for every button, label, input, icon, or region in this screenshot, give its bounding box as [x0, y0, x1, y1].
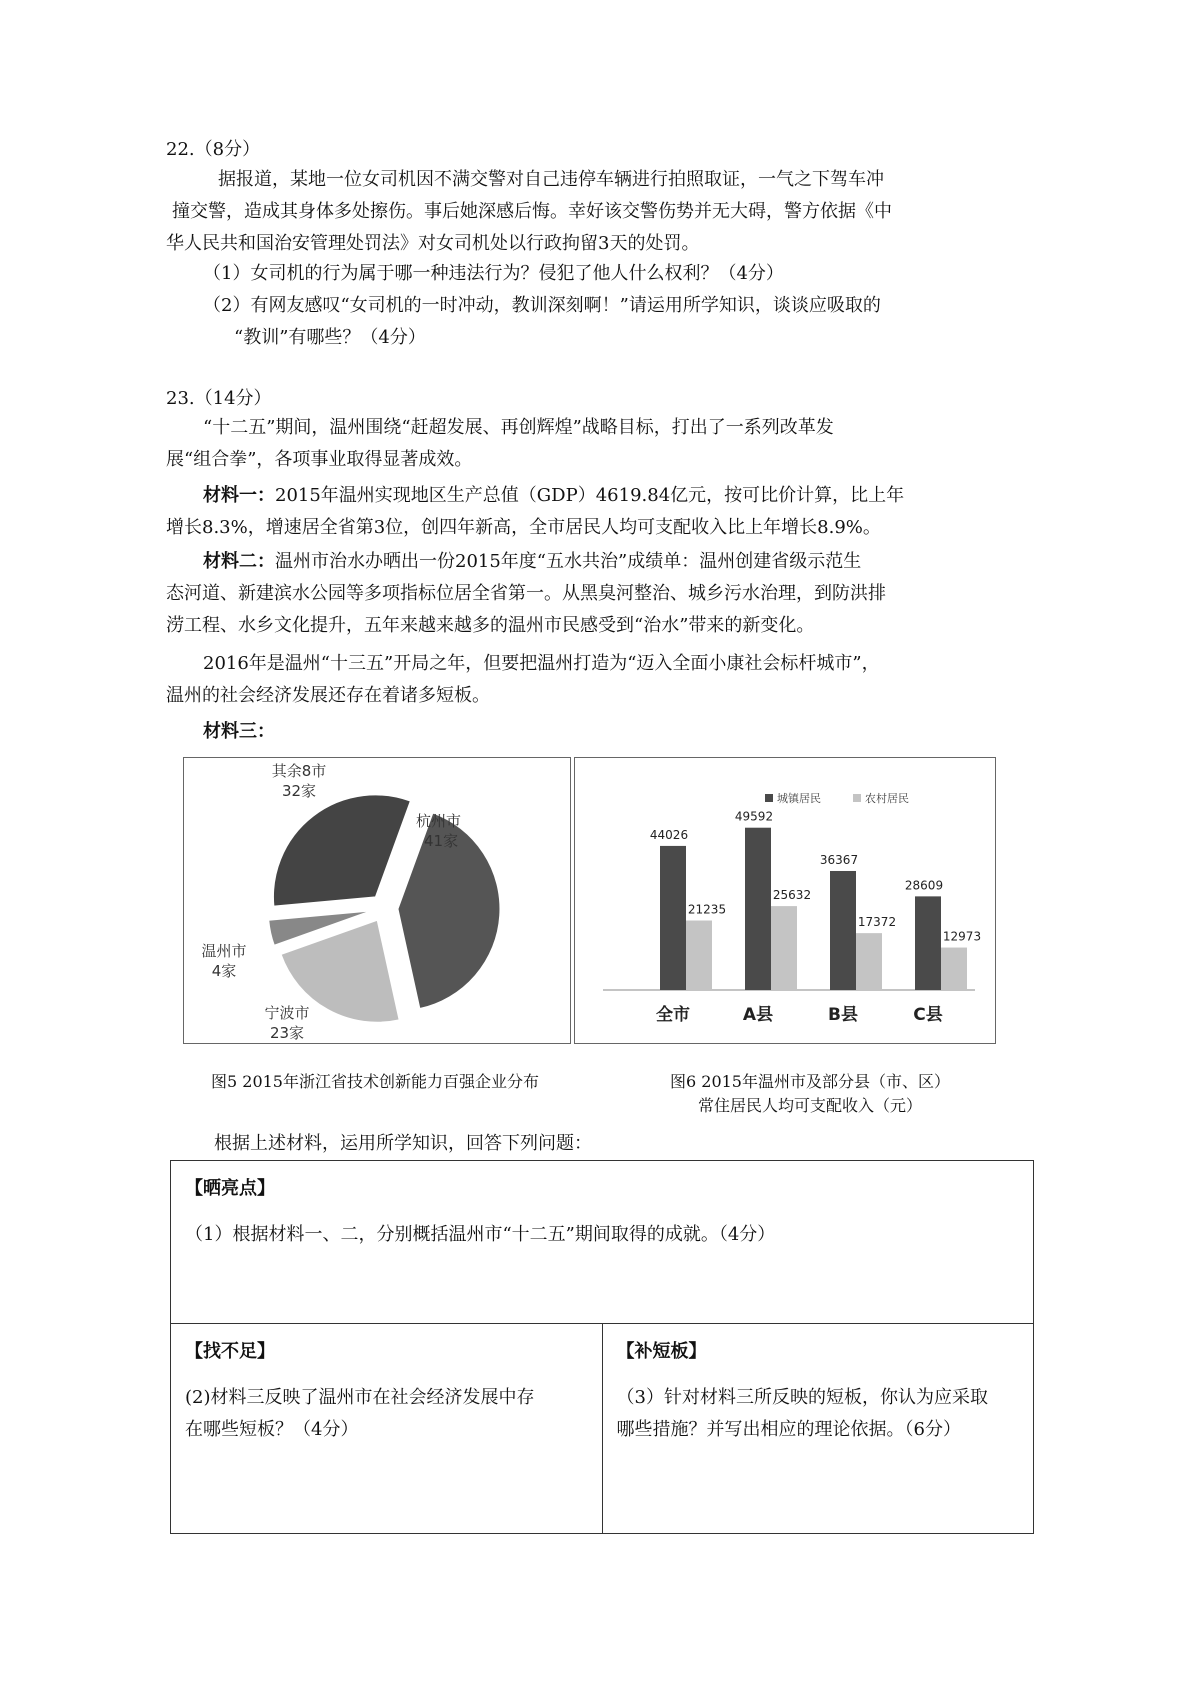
bar-chart-frame	[574, 757, 996, 1044]
bar-chart	[575, 758, 995, 1043]
pie-label-value-2: 4家	[211, 962, 237, 980]
fixes-heading: 【补短板】	[616, 1341, 707, 1362]
pie-chart-frame	[183, 757, 571, 1044]
bar-3-1	[941, 948, 967, 990]
material2-line2: 态河道、新建滨水公园等多项指标位居全省第一。从黑臭河整治、城乡污水治理，到防洪排	[166, 583, 886, 604]
bar-3-0	[915, 896, 941, 990]
pie-chart	[184, 758, 570, 1043]
figure5-caption: 图5 2015年浙江省技术创新能力百强企业分布	[211, 1072, 539, 1091]
pie-label-name-1: 宁波市	[264, 1004, 310, 1022]
section-shortcomings	[171, 1324, 603, 1534]
category-label-2: B县	[828, 1005, 858, 1025]
bar-1-1	[771, 906, 797, 990]
q22-passage-line1: 据报道，某地一位女司机因不满交警对自己违停车辆进行拍照取证，一气之下驾车冲	[218, 169, 884, 190]
shortcomings-heading: 【找不足】	[185, 1341, 275, 1362]
q22-sub1: （1）女司机的行为属于哪一种违法行为？侵犯了他人什么权利？（4分）	[203, 263, 784, 284]
legend-label-1: 农村居民	[865, 792, 909, 805]
pie-label-value-3: 32家	[281, 782, 317, 800]
figure6-caption-line1: 图6 2015年温州市及部分县（市、区）	[670, 1072, 950, 1091]
figure6-caption-line2: 常住居民人均可支配收入（元）	[697, 1096, 922, 1115]
question-1: （1）根据材料一、二，分别概括温州市“十二五”期间取得的成就。（4分）	[185, 1224, 776, 1245]
question-2-line2: 在哪些短板？（4分）	[185, 1419, 359, 1440]
material1-line1: 材料一：2015年温州实现地区生产总值（GDP）4619.84亿元，按可比价计算，比上年	[203, 485, 905, 506]
answer-table	[170, 1160, 1034, 1534]
bar-value-label-1-0: 49592	[734, 809, 774, 824]
bar-value-label-3-1: 12973	[942, 929, 982, 944]
material2-line3: 涝工程、水乡文化提升，五年来越来越多的温州市民感受到“治水”带来的新变化。	[166, 615, 815, 636]
q23-intro-line2: 展“组合拳”，各项事业取得显著成效。	[166, 449, 473, 470]
highlights-heading: 【晒亮点】	[185, 1178, 275, 1199]
pie-label-value-0: 41家	[424, 832, 459, 850]
material1-line2: 增长8.3%，增速居全省第3位，创四年新高，全市居民人均可支配收入比上年增长8.9%。	[166, 517, 881, 538]
legend-swatch-0	[765, 794, 773, 802]
bar-2-0	[830, 871, 856, 990]
pie-label-name-0: 杭州市	[416, 812, 462, 830]
pie-label-value-1: 23家	[269, 1024, 305, 1042]
bar-value-label-1-1: 25632	[772, 888, 812, 903]
material1-label: 材料一：	[203, 485, 275, 506]
q22-passage-line3: 华人民共和国治安管理处罚法》对女司机处以行政拘留3天的处罚。	[166, 233, 700, 254]
bar-value-label-2-1: 17372	[857, 915, 897, 930]
instruction: 根据上述材料，运用所学知识，回答下列问题：	[214, 1133, 592, 1154]
bar-value-label-0-0: 44026	[649, 827, 689, 842]
question-3-line2: 哪些措施？并写出相应的理论依据。（6分）	[616, 1419, 961, 1440]
section-fixes	[602, 1324, 1034, 1534]
legend-swatch-1	[853, 794, 861, 802]
bar-value-label-0-1: 21235	[687, 902, 727, 917]
q23-intro-line1: “十二五”期间，温州围绕“赶超发展、再创辉煌”战略目标，打出了一系列改革发	[203, 417, 834, 438]
bar-1-0	[745, 828, 771, 990]
section-highlights	[171, 1161, 1034, 1324]
material3-label: 材料三：	[203, 721, 275, 742]
pie-label-name-2: 温州市	[201, 942, 247, 960]
bar-0-0	[660, 846, 686, 990]
q23-number: 23.（14分）	[166, 388, 272, 409]
material2-line1: 材料二：温州市治水办晒出一份2015年度“五水共治”成绩单：温州创建省级示范生	[203, 551, 862, 572]
para-2016-line1: 2016年是温州“十三五”开局之年，但要把温州打造为“迈入全面小康社会标杆城市”，	[203, 653, 880, 674]
material2-label: 材料二：	[203, 551, 275, 572]
bar-2-1	[856, 933, 882, 990]
category-label-3: C县	[913, 1005, 943, 1025]
q22-sub2-line1: （2）有网友感叹“女司机的一时冲动，教训深刻啊！”请运用所学知识，谈谈应吸取的	[203, 295, 881, 316]
category-label-1: A县	[742, 1005, 774, 1025]
bar-0-1	[686, 921, 712, 990]
question-3-line1: （3）针对材料三所反映的短板，你认为应采取	[616, 1387, 988, 1408]
bar-value-label-3-0: 28609	[904, 878, 944, 893]
question-2-line1: (2)材料三反映了温州市在社会经济发展中存	[185, 1387, 535, 1408]
pie-label-name-3: 其余8市	[271, 762, 327, 780]
q22-passage-line2: 撞交警，造成其身体多处擦伤。事后她深感后悔。幸好该交警伤势并无大碍，警方依据《中	[172, 201, 892, 222]
legend-label-0: 城镇居民	[777, 792, 821, 805]
pie-slice-3	[273, 795, 410, 906]
q22-sub2-line2: “教训”有哪些？（4分）	[234, 327, 426, 348]
bar-value-label-2-0: 36367	[819, 852, 859, 867]
category-label-0: 全市	[656, 1005, 690, 1025]
q22-number: 22.（8分）	[166, 139, 261, 160]
para-2016-line2: 温州的社会经济发展还存在着诸多短板。	[166, 685, 490, 706]
